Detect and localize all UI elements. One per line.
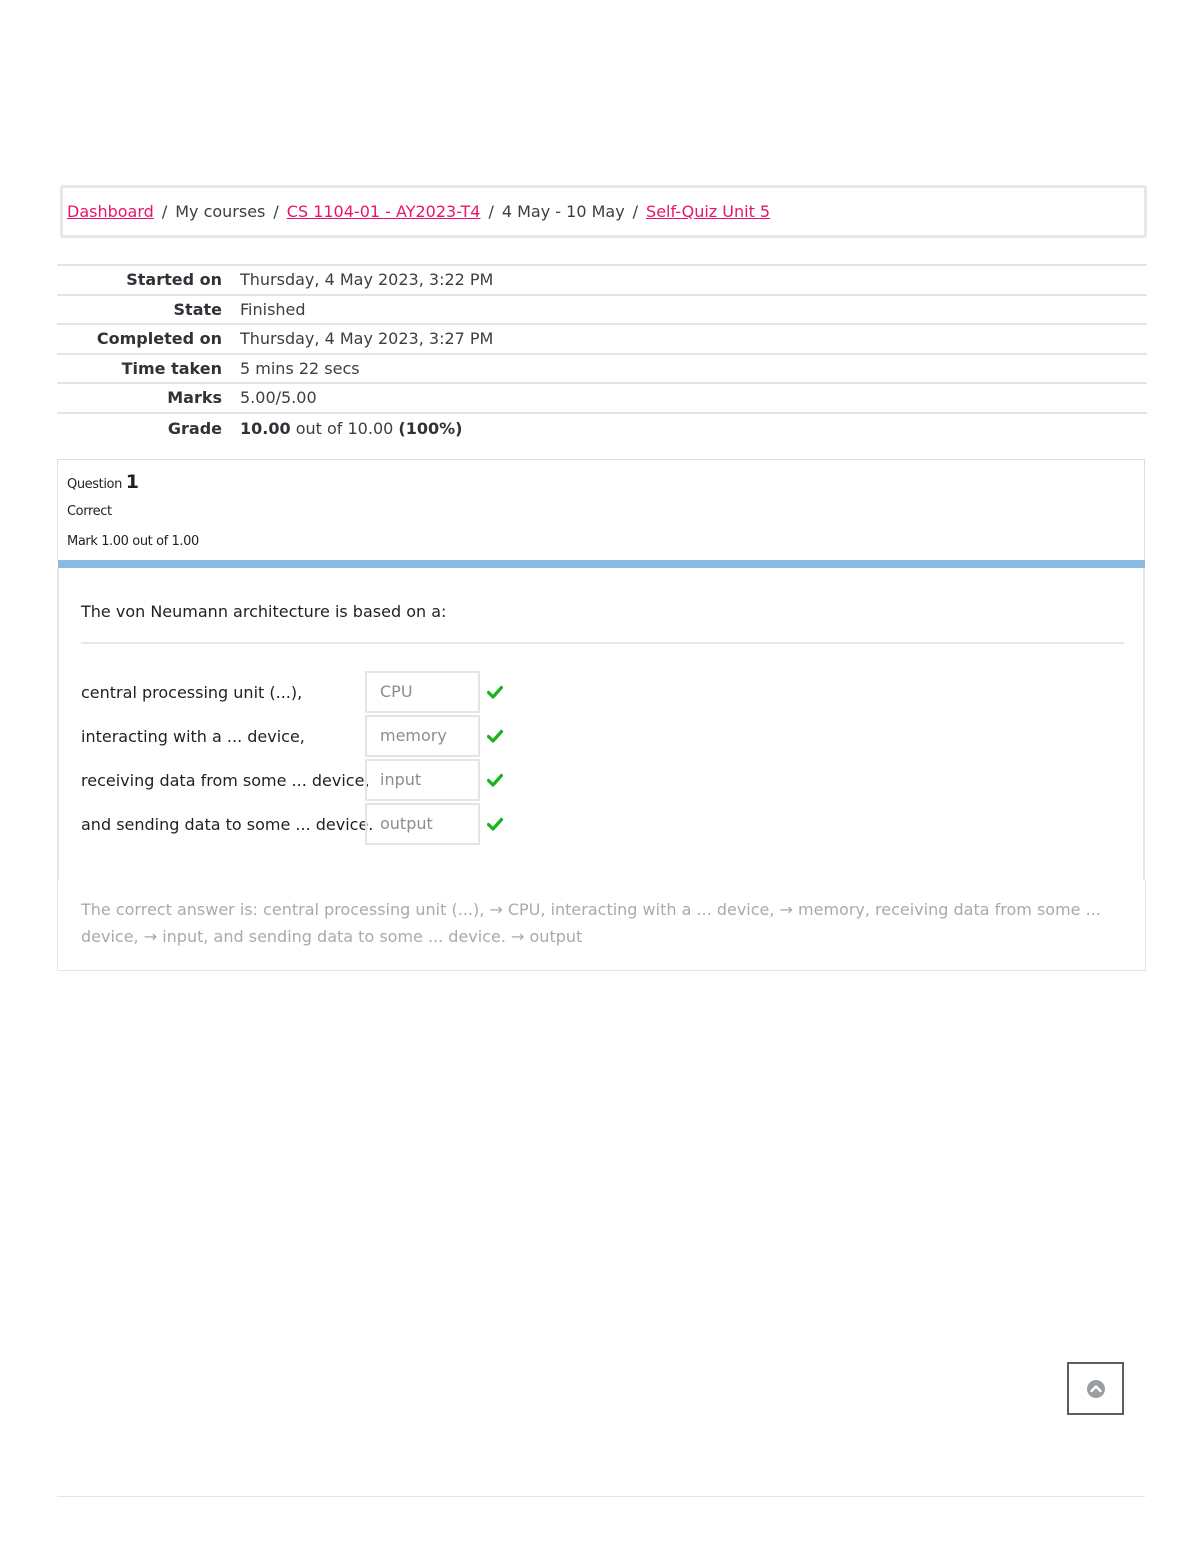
summary-value: Thursday, 4 May 2023, 3:27 PM [240, 329, 494, 349]
question-prefix: Question [67, 477, 122, 492]
question-text: The von Neumann architecture is based on a: [81, 602, 447, 621]
summary-row-completed-on [57, 325, 1147, 355]
summary-label: State [173, 299, 222, 319]
back-to-top-button[interactable] [1067, 1362, 1124, 1415]
summary-row-started-on [57, 266, 1147, 296]
summary-value [222, 419, 462, 438]
attempt-summary-table [57, 264, 1147, 443]
summary-label: Marks [167, 388, 222, 408]
match-prompt: and sending data to some ... device. [81, 814, 374, 834]
breadcrumb-separator: / [161, 202, 168, 221]
arrow-up-circle-icon [1086, 1379, 1106, 1399]
summary-row-marks [57, 384, 1147, 414]
check-icon [487, 684, 503, 700]
footer-divider [57, 1496, 1145, 1497]
match-answer-select[interactable]: CPU [365, 671, 480, 713]
grade-score: 10.00 [240, 418, 291, 438]
breadcrumb-week: 4 May - 10 May [501, 202, 625, 221]
summary-value: Finished [240, 299, 306, 319]
question-divider [81, 642, 1124, 644]
summary-label: Time taken [121, 358, 222, 378]
match-answer-select[interactable]: input [365, 759, 480, 801]
breadcrumb-separator: / [488, 202, 494, 221]
question-info [57, 459, 1145, 561]
breadcrumb-quiz-link[interactable]: Self-Quiz Unit 5 [646, 202, 771, 221]
question-number: 1 [125, 471, 139, 493]
question-number-line [67, 470, 1135, 500]
match-answer-select[interactable]: output [365, 803, 480, 845]
question-header-bar [58, 560, 1145, 568]
breadcrumb-separator: / [632, 202, 639, 221]
question-status: Correct [67, 504, 112, 519]
summary-value: Thursday, 4 May 2023, 3:22 PM [240, 270, 494, 290]
breadcrumb-separator: / [273, 202, 279, 221]
summary-label: Completed on [96, 329, 222, 349]
breadcrumb-dashboard-link[interactable]: Dashboard [67, 202, 154, 221]
match-prompt: central processing unit (...), [81, 682, 303, 702]
question-content [57, 568, 1145, 880]
breadcrumb [60, 185, 1147, 238]
check-icon [487, 816, 503, 832]
match-row [81, 671, 503, 713]
summary-label: Grade [167, 418, 222, 438]
match-answer-select[interactable]: memory [365, 715, 480, 757]
grade-middle: out of 10.00 [290, 418, 399, 438]
grade-percent: (100%) [398, 418, 463, 438]
check-icon [487, 772, 503, 788]
match-row [81, 715, 503, 757]
summary-row-grade [57, 414, 1147, 444]
summary-value: 5 mins 22 secs [240, 358, 360, 378]
match-prompt: interacting with a ... device, [81, 726, 305, 746]
breadcrumb-my-courses: My courses [175, 202, 266, 221]
question-mark: Mark 1.00 out of 1.00 [67, 534, 199, 549]
summary-row-time-taken [57, 355, 1147, 385]
summary-label: Started on [126, 270, 222, 290]
check-icon [487, 728, 503, 744]
summary-value: 5.00/5.00 [240, 388, 317, 408]
summary-row-state [57, 296, 1147, 326]
match-row [81, 759, 503, 801]
match-row [81, 803, 503, 845]
correct-answer-feedback: The correct answer is: central processing unit (...), → CPU, interacting with a ... device, → memory, receiving data from some ... device, → input, and sending data to some ... device. → output [57, 880, 1146, 971]
match-prompt: receiving data from some ... device, [81, 770, 370, 790]
breadcrumb-course-link[interactable]: CS 1104-01 - AY2023-T4 [286, 202, 481, 221]
